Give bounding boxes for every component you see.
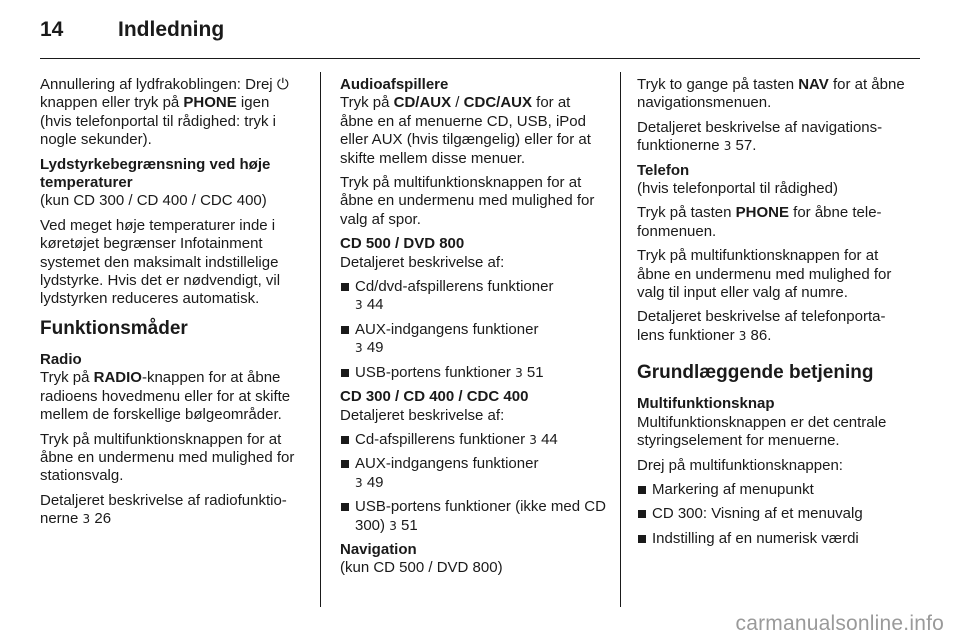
paragraph: Detaljeret beskrivelse af: xyxy=(340,406,505,424)
bullet-icon xyxy=(341,326,349,334)
page-ref[interactable]: 49 xyxy=(366,339,384,357)
section-heading: Grundlæggende betjening xyxy=(637,362,874,384)
bullet-icon xyxy=(638,535,646,543)
column-1 xyxy=(40,76,304,535)
list-item: Cd-afspillerens funktioner 3 44 xyxy=(340,431,606,449)
subheading: Audioafspillere xyxy=(340,76,449,93)
page-ref-icon: 3 xyxy=(389,518,397,533)
page-ref[interactable]: 49 xyxy=(366,473,384,491)
page-ref-icon: 3 xyxy=(355,475,363,490)
page-ref[interactable]: 44 xyxy=(541,430,558,448)
list-item: USB-portens funktioner (ikke med CD 300) 3 51 xyxy=(340,498,606,535)
page-ref-icon: 3 xyxy=(355,341,363,356)
list-item: AUX-indgangens funktioner 3 49 xyxy=(340,455,606,492)
button-name: PHONE xyxy=(183,94,237,112)
paragraph: Ved meget høje temperaturer inde i køretøjet begrænser Infotainment systemet den maksimalt indstillelige lydstyrke. Hvis det er nødvendigt, vil lydstyrken reduceres automatisk. xyxy=(40,216,281,308)
button-name: PHONE xyxy=(735,204,789,222)
column-divider xyxy=(620,72,621,607)
paragraph: Tryk på CD/AUX / CDC/AUX for at åbne en af menuerne CD, USB, iPod eller AUX (hvis tilgængelig) eller for at skifte mellem disse menuer. xyxy=(340,94,591,167)
column-2 xyxy=(340,76,606,584)
paragraph: Detaljeret beskrivelse af telefonporta-lens funktioner 3 86. xyxy=(637,308,886,344)
page-ref-icon: 3 xyxy=(738,328,747,343)
bullet-icon xyxy=(341,436,349,444)
subheading: Navigation xyxy=(340,540,417,558)
paragraph: (hvis telefonportal til rådighed) xyxy=(637,180,838,198)
page-ref-icon: 3 xyxy=(82,512,91,527)
page-ref[interactable]: 26 xyxy=(94,510,112,528)
list-item: CD 300: Visning af et menuvalg xyxy=(637,505,907,523)
paragraph: (kun CD 300 / CD 400 / CDC 400) xyxy=(40,192,267,210)
page-number: 14 xyxy=(40,18,64,41)
list-item: Markering af menupunkt xyxy=(637,481,907,499)
subheading: CD 300 / CD 400 / CDC 400 xyxy=(340,388,529,406)
page-ref-icon: 3 xyxy=(723,139,732,154)
button-name: NAV xyxy=(798,76,829,93)
bullet-icon xyxy=(341,369,349,377)
list-item: Cd/dvd-afspillerens funktioner 3 44 xyxy=(340,278,606,315)
paragraph: Annullering af lydfrakoblingen: Drej ⏻ knappen eller tryk på PHONE igen (hvis telefonportal til rådighed: tryk i nogle sekunder). xyxy=(40,76,289,149)
paragraph: Tryk på multifunktionsknappen for at åbne en undermenu med mulighed for valg af spor. xyxy=(340,174,595,228)
bullet-icon xyxy=(638,486,646,494)
page-ref[interactable]: 86 xyxy=(750,326,768,344)
power-icon: ⏻ xyxy=(276,76,289,93)
button-name: CDC/AUX xyxy=(463,94,532,112)
subheading: Telefon xyxy=(637,161,690,179)
paragraph: (kun CD 500 / DVD 800) xyxy=(340,559,503,577)
subheading: Lydstyrkebegrænsning ved høje temperaturer xyxy=(40,155,271,192)
bullet-icon xyxy=(341,460,349,468)
paragraph: Detaljeret beskrivelse af: xyxy=(340,253,505,271)
subheading: CD 500 / DVD 800 xyxy=(340,235,465,253)
list-item: AUX-indgangens funktioner 3 49 xyxy=(340,321,606,358)
paragraph: Detaljeret beskrivelse af radiofunktio-nerne 3 26 xyxy=(40,491,287,528)
page-ref[interactable]: 51 xyxy=(526,363,544,381)
column-divider xyxy=(320,72,321,607)
list-item: Indstilling af en numerisk værdi xyxy=(637,530,907,548)
page-title: Indledning xyxy=(118,18,225,41)
subheading: Multifunktionsknap xyxy=(637,395,775,413)
bullet-list xyxy=(340,278,606,382)
subheading: Radio xyxy=(40,350,82,368)
paragraph: Tryk på multifunktionsknappen for at åbne en undermenu med mulighed for stationsvalg. xyxy=(40,430,295,485)
page-ref-icon: 3 xyxy=(355,298,363,313)
column-3 xyxy=(637,76,907,554)
bullet-icon xyxy=(341,503,349,511)
paragraph: Tryk på RADIO-knappen for at åbne radioens hovedmenu eller for at skifte mellem de forskellige bølgeområder. xyxy=(40,369,291,424)
paragraph: Detaljeret beskrivelse af navigations-funktionerne 3 57. xyxy=(637,118,883,155)
bullet-list xyxy=(340,431,606,535)
page-ref-icon: 3 xyxy=(515,365,523,380)
page-ref[interactable]: 44 xyxy=(366,296,384,314)
paragraph: Tryk to gange på tasten NAV for at åbne navigationsmenuen. xyxy=(637,76,905,112)
paragraph: Tryk på tasten PHONE for åbne tele-fonmenuen. xyxy=(637,204,882,240)
section-heading: Funktionsmåder xyxy=(40,317,188,339)
bullet-icon xyxy=(341,283,349,291)
button-name: RADIO xyxy=(93,369,142,387)
paragraph: Tryk på multifunktionsknappen for at åbne en undermenu med mulighed for valg til input eller valg af numre. xyxy=(637,247,892,302)
paragraph: Drej på multifunktionsknappen: xyxy=(637,456,843,474)
paragraph: Multifunktionsknappen er det centrale styringselement for menuerne. xyxy=(637,413,887,450)
bullet-list xyxy=(637,481,907,548)
watermark: carmanualsonline.info xyxy=(735,612,944,635)
page-ref[interactable]: 51 xyxy=(401,516,418,534)
page-header xyxy=(40,14,920,59)
page-ref-icon: 3 xyxy=(529,432,537,447)
button-name: CD/AUX xyxy=(393,94,452,112)
page-ref[interactable]: 57 xyxy=(735,137,753,155)
list-item: USB-portens funktioner 3 51 xyxy=(340,364,606,382)
bullet-icon xyxy=(638,510,646,518)
